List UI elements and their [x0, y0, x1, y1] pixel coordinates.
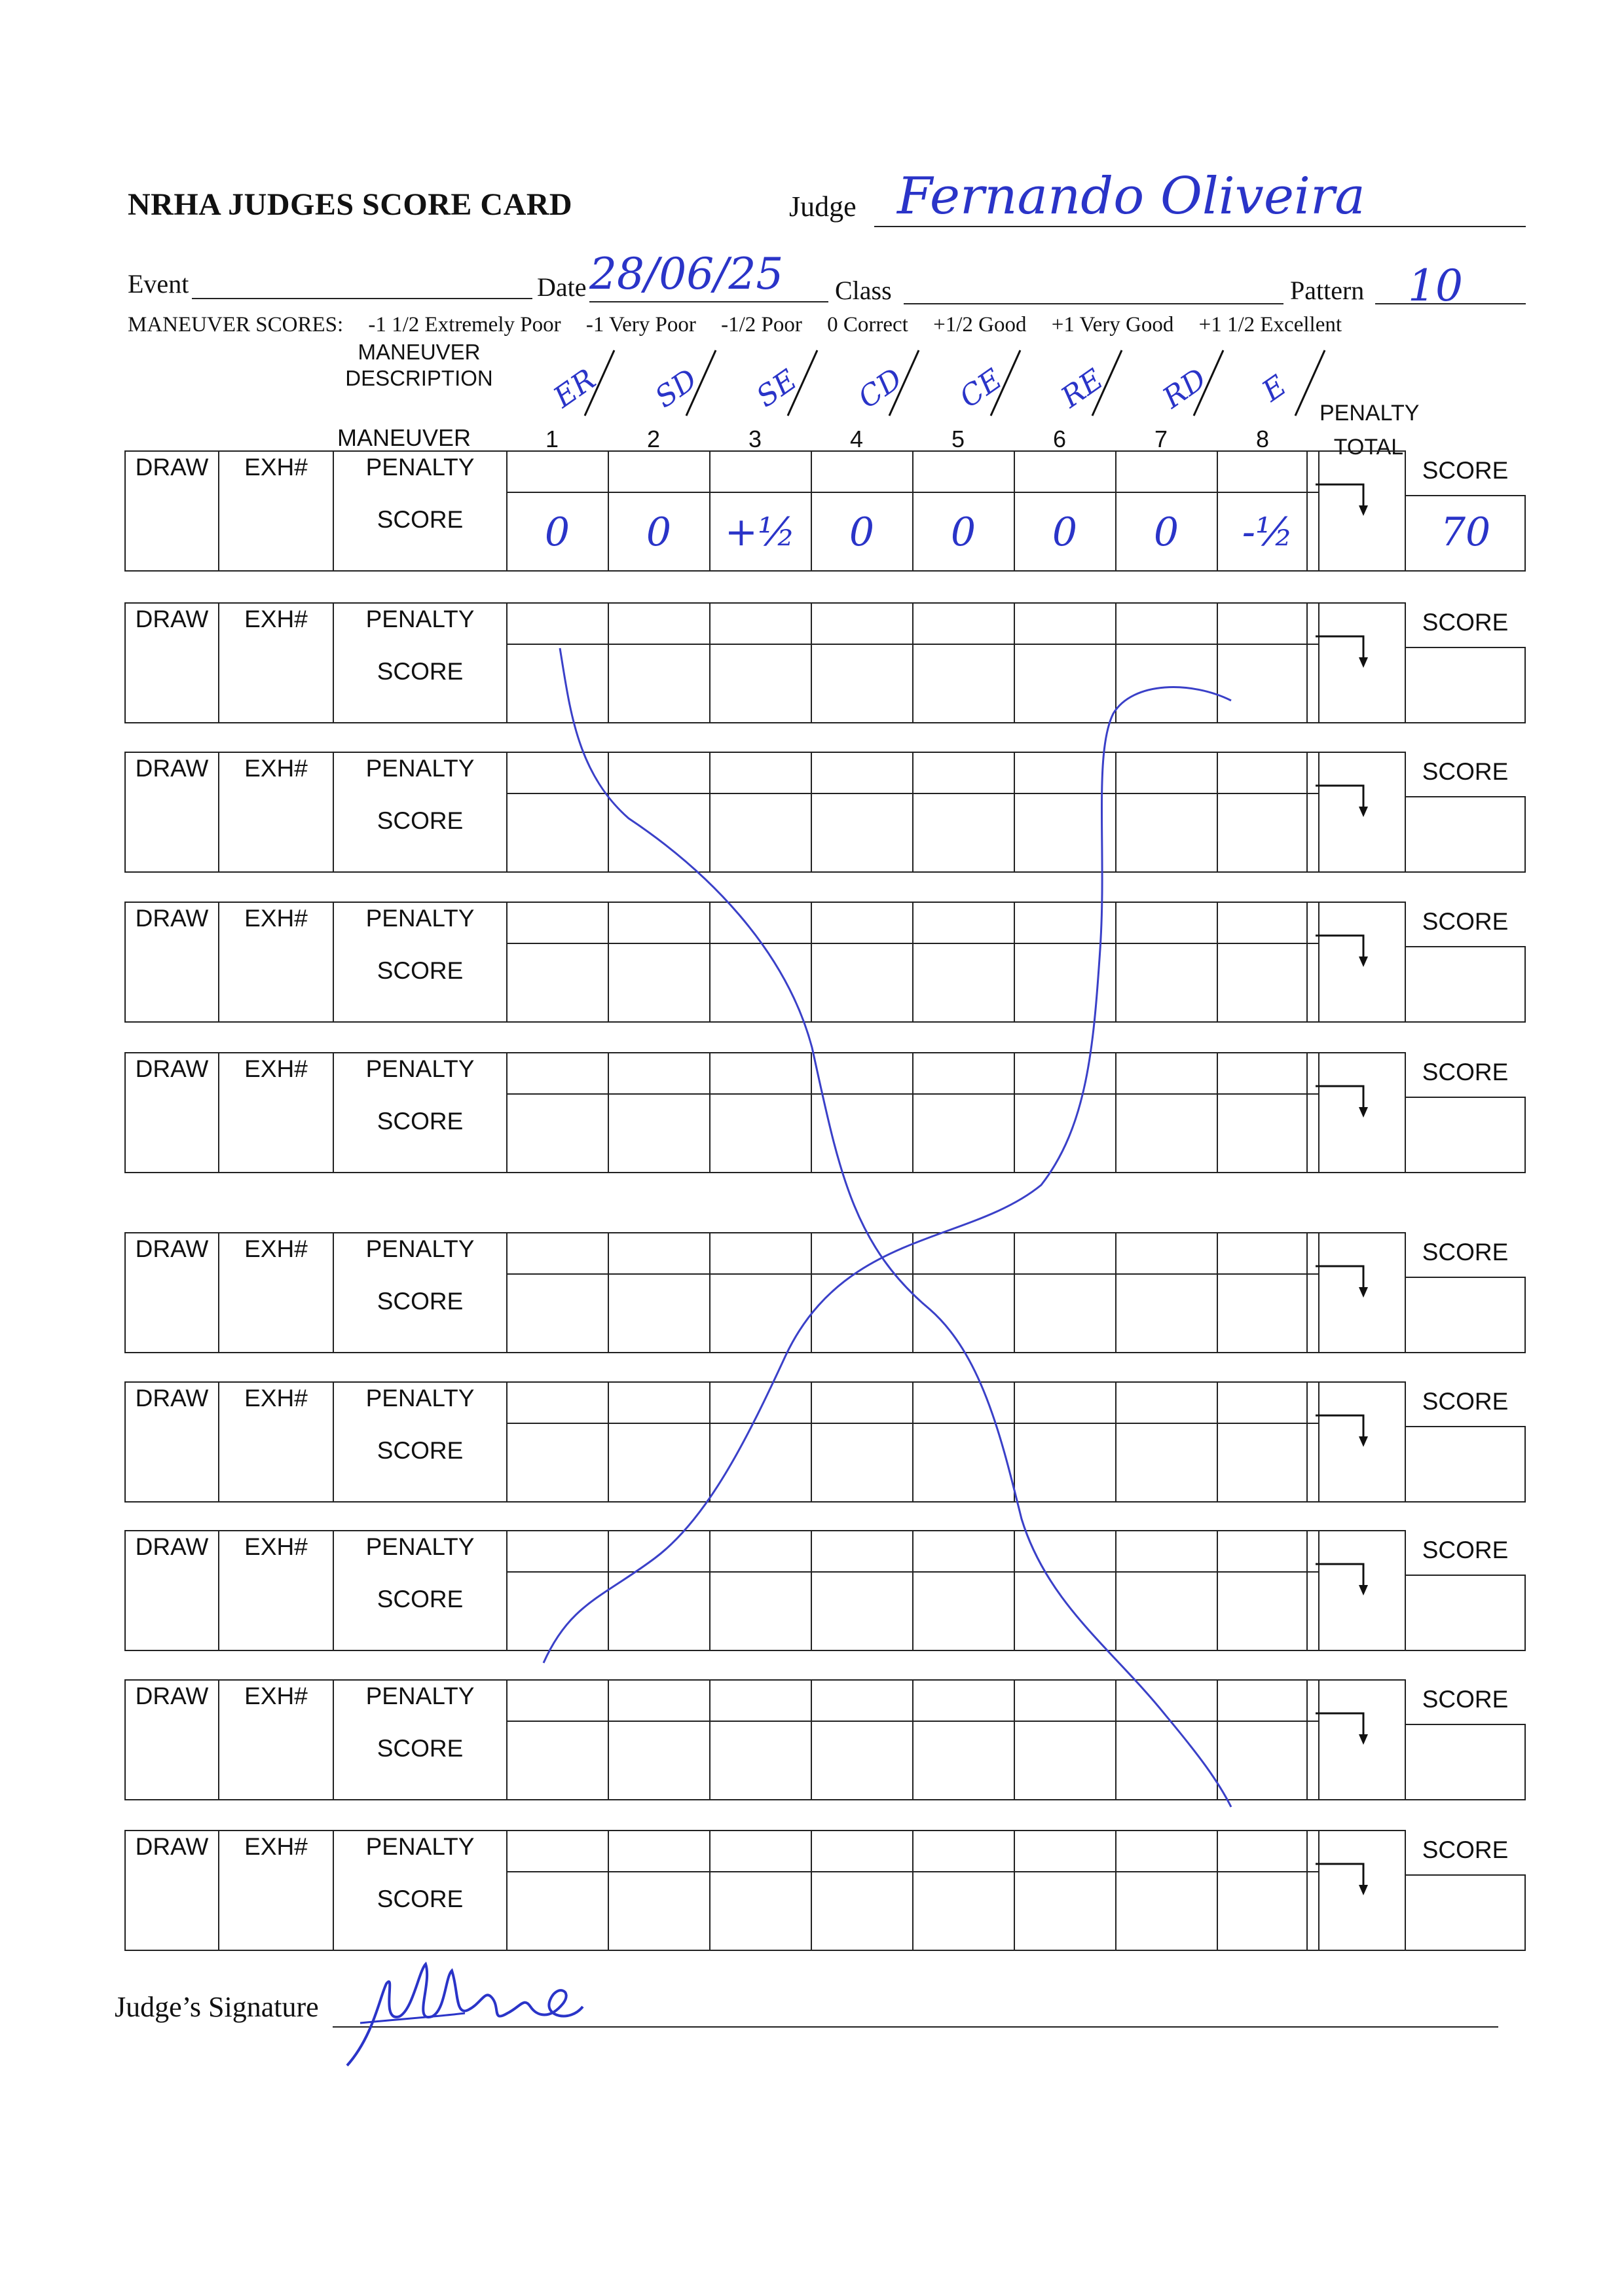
- penalty-total-label: PENALTY TOTAL: [1320, 401, 1420, 460]
- scale-item: +1/2 Good: [933, 313, 1027, 337]
- score-row-label: SCORE: [377, 1735, 464, 1762]
- score-row-label: SCORE: [377, 957, 464, 984]
- maneuver-score-value: 0: [1052, 509, 1078, 555]
- score-row-label: SCORE: [377, 658, 464, 685]
- signature-stroke: [347, 1964, 583, 2066]
- maneuver-description: RE: [1055, 362, 1109, 415]
- score-total-label: SCORE: [1422, 1059, 1509, 1085]
- exh-label: EXH#: [244, 1385, 308, 1412]
- score-total-label: SCORE: [1422, 609, 1509, 636]
- score-row-label: SCORE: [377, 1108, 464, 1135]
- penalty-label: PENALTY: [365, 606, 475, 632]
- maneuver-number: 4: [849, 426, 864, 452]
- maneuver-number: 5: [951, 426, 965, 452]
- score-row-label: SCORE: [377, 807, 464, 834]
- penalty-label: PENALTY: [365, 905, 475, 932]
- draw-label: DRAW: [135, 454, 209, 481]
- exh-label: EXH#: [244, 1055, 308, 1082]
- card-title: NRHA JUDGES SCORE CARD: [128, 187, 573, 222]
- maneuver-description: E: [1256, 369, 1293, 409]
- draw-label: DRAW: [135, 606, 209, 632]
- penalty-label: PENALTY: [365, 1533, 475, 1560]
- maneuver-label: MANEUVER: [337, 424, 471, 451]
- date-label: Date: [537, 272, 587, 302]
- exh-label: EXH#: [244, 1235, 308, 1262]
- exh-label: EXH#: [244, 1533, 308, 1560]
- penalty-label: PENALTY: [365, 1683, 475, 1709]
- date-field[interactable]: 28/06/25: [589, 249, 784, 299]
- exh-label: EXH#: [244, 755, 308, 782]
- draw-label: DRAW: [135, 1533, 209, 1560]
- draw-label: DRAW: [135, 1235, 209, 1262]
- penalty-label: PENALTY: [365, 1055, 475, 1082]
- score-row-label: SCORE: [377, 1437, 464, 1464]
- draw-label: DRAW: [135, 1055, 209, 1082]
- exh-label: EXH#: [244, 606, 308, 632]
- score-total-label: SCORE: [1422, 1836, 1509, 1863]
- scale-item: -1/2 Poor: [721, 313, 802, 337]
- maneuver-number: 3: [748, 426, 762, 452]
- judge-name-field[interactable]: Fernando Oliveira: [897, 167, 1365, 226]
- cross-out-line: [544, 687, 1231, 1663]
- class-label: Class: [835, 276, 892, 305]
- maneuver-number: 8: [1255, 426, 1270, 452]
- score-row-label: SCORE: [377, 1288, 464, 1315]
- draw-label: DRAW: [135, 905, 209, 932]
- penalty-label: PENALTY: [365, 1235, 475, 1262]
- maneuver-score-value: +½: [724, 509, 796, 555]
- score-row-label: SCORE: [377, 506, 464, 533]
- score-total-label: SCORE: [1422, 1239, 1509, 1266]
- score-total-label: SCORE: [1422, 1537, 1509, 1563]
- score-total-value: 70: [1440, 509, 1491, 555]
- pattern-field[interactable]: 10: [1408, 261, 1463, 311]
- event-label: Event: [128, 269, 189, 299]
- maneuver-score-value: -½: [1242, 509, 1294, 555]
- score-total-label: SCORE: [1422, 758, 1509, 785]
- scale-item: +1 1/2 Excellent: [1198, 313, 1342, 337]
- scale-item: -1 Very Poor: [585, 313, 696, 337]
- maneuver-description: RD: [1156, 361, 1213, 416]
- exh-label: EXH#: [244, 905, 308, 932]
- maneuver-number: 1: [545, 426, 559, 452]
- judge-signature[interactable]: [334, 1944, 609, 2075]
- maneuver-description: SD: [649, 362, 704, 415]
- cross-out-line: [560, 648, 1231, 1807]
- maneuver-number: 7: [1154, 426, 1168, 452]
- maneuver-score-value: 0: [950, 509, 976, 555]
- maneuver-description: CD: [852, 361, 909, 416]
- score-row-label: SCORE: [377, 1586, 464, 1613]
- exh-label: EXH#: [244, 1833, 308, 1860]
- maneuver-number: 2: [646, 426, 661, 452]
- signature-scribble: [334, 1944, 609, 2075]
- maneuver-number: 6: [1052, 426, 1067, 452]
- penalty-label: PENALTY: [365, 755, 475, 782]
- penalty-label: PENALTY: [365, 454, 475, 481]
- maneuver-description-label: MANEUVER DESCRIPTION: [345, 340, 493, 390]
- score-total-label: SCORE: [1422, 1388, 1509, 1415]
- draw-label: DRAW: [135, 755, 209, 782]
- draw-label: DRAW: [135, 1683, 209, 1709]
- exh-label: EXH#: [244, 1683, 308, 1709]
- maneuver-description: CE: [953, 362, 1008, 415]
- score-total-label: SCORE: [1422, 1686, 1509, 1713]
- draw-label: DRAW: [135, 1833, 209, 1860]
- maneuver-description: SE: [750, 363, 803, 414]
- maneuver-score-value: 0: [544, 509, 570, 555]
- penalty-label: PENALTY: [365, 1385, 475, 1412]
- scale-item: -1 1/2 Extremely Poor: [368, 313, 561, 337]
- pattern-label: Pattern: [1290, 276, 1365, 305]
- scale-label: MANEUVER SCORES:: [128, 313, 344, 337]
- maneuver-score-value: 0: [849, 509, 875, 555]
- penalty-label: PENALTY: [365, 1833, 475, 1860]
- maneuver-score-value: 0: [646, 509, 672, 555]
- score-total-label: SCORE: [1422, 457, 1509, 484]
- signature-label: Judge’s Signature: [115, 1991, 319, 2023]
- exh-label: EXH#: [244, 454, 308, 481]
- maneuver-score-value: 0: [1153, 509, 1179, 555]
- scale-item: +1 Very Good: [1051, 313, 1174, 337]
- score-total-label: SCORE: [1422, 908, 1509, 935]
- maneuver-description: ER: [547, 362, 602, 415]
- score-row-label: SCORE: [377, 1886, 464, 1912]
- judge-label: Judge: [789, 191, 857, 223]
- draw-label: DRAW: [135, 1385, 209, 1412]
- scale-item: 0 Correct: [827, 313, 908, 337]
